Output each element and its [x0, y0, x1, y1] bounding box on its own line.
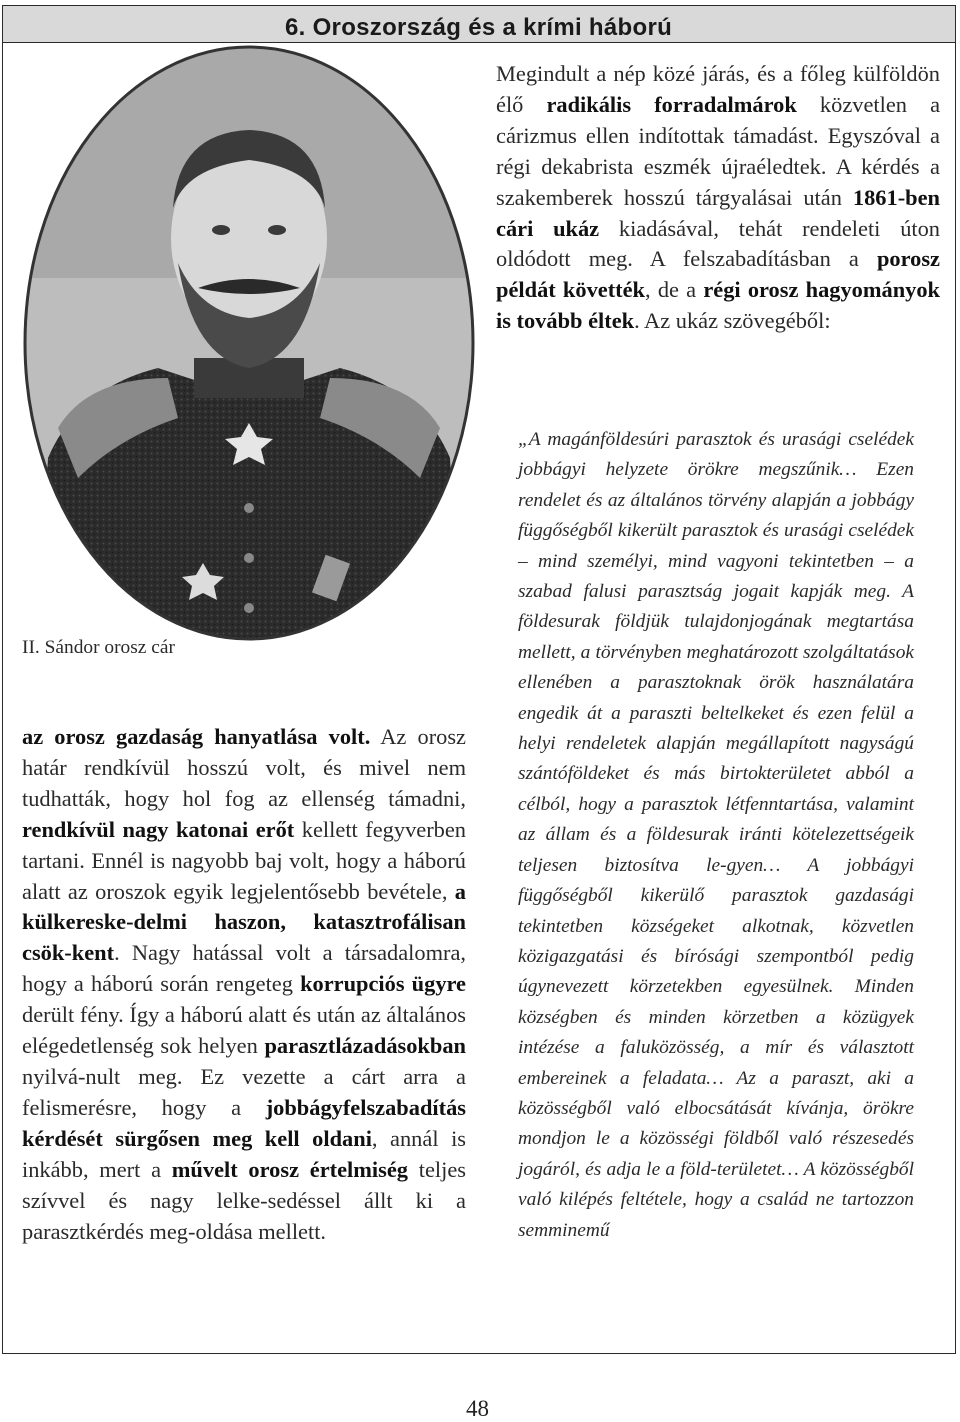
body-text: nyilvá-nult meg. Ez vezette a cárt arra a felismerésre, hogy a — [22, 1063, 466, 1120]
left-column-paragraph — [22, 722, 466, 1247]
portrait-caption: II. Sándor orosz cár — [22, 637, 175, 658]
emphasis-text: korrupciós ügyre — [300, 971, 466, 997]
body-text: közvetlen a cárizmus ellen indítottak támadást. Egyszóval a régi dekabrista eszmék újraéledtek. A kérdés a szakemberek hosszú tárgyalásai után — [496, 91, 941, 210]
emphasis-text: parasztlázadásokban — [264, 1033, 466, 1059]
ukase-quote: „A magánföldesúri parasztok és urasági cselédek jobbágyi helyzete örökre megszűnik… Ezen rendelet és az általános törvény alapján a jobbágy függőségből kikerült parasztok és urasági cselédek – mind személyi, mind vagyoni tekintetben – a szabad falusi parasztság jogait kapják meg. A földesurak földjük tulajdonjogának megtartása mellett, a törvényben meghatározott szolgáltatások ellenében a parasztoknak örök használatára engedik át a paraszti beltelkeket és ezen felül a helyi rendeletek alapján megállapított nagyságú szántóföldeket és más birtokterületet abból a célból, hogy a parasztok létfenntartása, valamint az állam és a földesurak iránti kötelezettségeik teljesen biztosítva le-gyen… A jobbágyi függőségből kikerülő parasztok gazdasági tekintetben községeket alkotnak, közvetlen közigazgatási és bírósági szempontból pedig úgynevezett körzetekben egyesülnek. Minden községben és minden körzetben a közügyek intézése a faluközösség, a mír és választott embereinek a feladata… Az a paraszt, aki a közösségből való elbocsátását kívánja, örökre mondjon le a közösségi földből való részesedés jogáról, és adja le a föld-területet… A közösségből való kilépés feltétele, hogy a család ne tartozzon semminemű — [518, 429, 914, 1241]
body-text: kiadásával, tehát rendeleti úton oldódott meg. A felszabadításban a — [496, 215, 940, 272]
emphasis-text: porosz példát követték — [496, 246, 940, 303]
emphasis-text: radikális forradalmárok — [546, 91, 797, 117]
body-text: , de a — [645, 277, 704, 303]
body-text: Az orosz határ rendkívül hosszú volt, és mivel nem tudhatták, hogy hol fog az ellenség támadni, — [22, 724, 466, 811]
emphasis-text: régi orosz hagyományok is tovább éltek — [496, 277, 940, 334]
portrait-illustration — [18, 38, 480, 648]
body-text: Megindult a nép közé járás, és a főleg külföldön élő — [496, 61, 940, 117]
emphasis-text: 1861-ben cári ukáz — [496, 184, 940, 241]
emphasis-text: az orosz gazdaság hanyatlása volt. — [22, 724, 371, 749]
emphasis-text: művelt orosz értelmiség — [171, 1156, 408, 1182]
body-text: teljes szívvel és nagy lelke-sedéssel állt ki a parasztkérdés meg-oldása mellett. — [22, 1156, 466, 1244]
emphasis-text: jobbágyfelszabadítás kérdését sürgősen meg kell oldani — [22, 1094, 466, 1151]
body-text: . Az ukáz szövegéből: — [634, 308, 831, 334]
body-text: kellett fegyverben tartani. Ennél is nagyobb baj volt, hogy a háború alatt az oroszok egyik legjelentősebb bevétele, — [22, 816, 466, 904]
emphasis-text: rendkívül nagy katonai erőt — [22, 816, 295, 842]
body-text: derült fény. Így a háború alatt és után az általános elégedetlenség sok helyen — [22, 1002, 466, 1059]
intro-paragraph — [496, 59, 940, 337]
page-number: 48 — [466, 1396, 489, 1421]
emphasis-text: a külkereske-delmi haszon, katasztrofálisan csök-kent — [22, 878, 466, 966]
chapter-title: 6. Oroszország és a krími háború — [285, 14, 673, 41]
body-text: , annál is inkább, mert a — [22, 1125, 467, 1182]
body-text: . Nagy hatással volt a társadalomra, hogy a háború során rengeteg — [22, 940, 466, 997]
